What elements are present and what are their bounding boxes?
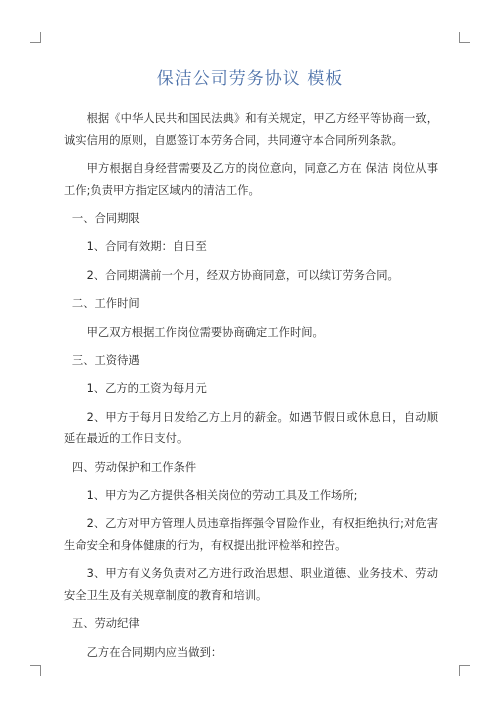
paragraph: 2、合同期满前一个月，经双方协商同意，可以续订劳务合同。 [86, 268, 399, 282]
section-heading: 五、劳动纪律 [71, 617, 140, 631]
paragraph: 3、甲方有义务负责对乙方进行政治思想、职业道德、业务技术、劳动安全卫生及有关规章制度的教育和培训。 [64, 567, 438, 603]
paragraph: 1、合同有效期：自日至 [86, 240, 207, 254]
paragraph: 1、乙方的工资为每月元 [86, 382, 207, 396]
document-title: 保洁公司劳务协议 模板 [156, 69, 344, 89]
paragraph: 乙方在合同期内应当做到： [86, 645, 223, 659]
section-heading: 三、工资待遇 [71, 353, 140, 367]
crop-mark-bottom-left [30, 665, 41, 676]
document-body [64, 108, 438, 670]
crop-mark-top-left [30, 32, 41, 43]
paragraph: 1、甲方为乙方提供各相关岗位的劳动工具及工作场所; [86, 489, 358, 503]
paragraph: 根据《中华人民共和国民法典》和有关规定，甲乙方经平等协商一致，诚实信用的原则，自愿签订本劳务合同，共同遵守本合同所列条款。 [64, 112, 438, 147]
crop-mark-top-right [459, 32, 470, 43]
paragraph: 甲方根据自身经营需要及乙方的岗位意向，同意乙方在 保洁 岗位从事工作;负责甲方指定区域内的清洁工作。 [64, 161, 438, 197]
section-heading: 四、劳动保护和工作条件 [71, 460, 197, 474]
paragraph: 2、甲方于每月日发给乙方上月的薪金。如遇节假日或休息日，自动顺延在最近的工作日支付。 [64, 410, 438, 446]
section-heading: 二、工作时间 [71, 297, 140, 311]
paragraph: 甲乙双方根据工作岗位需要协商确定工作时间。 [86, 325, 324, 339]
section-heading: 一、合同期限 [71, 211, 140, 225]
paragraph: 2、乙方对甲方管理人员违章指挥强令冒险作业，有权拒绝执行;对危害生命安全和身体健康的行为，有权提出批评检举和控告。 [64, 517, 438, 553]
crop-mark-bottom-right [459, 665, 470, 676]
